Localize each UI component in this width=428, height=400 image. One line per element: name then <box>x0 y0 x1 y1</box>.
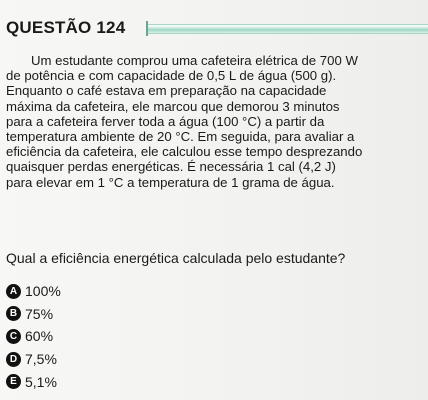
option-text: 100% <box>25 283 61 300</box>
stem-line: para elevar em 1 °C a temperatura de 1 grama de água. <box>6 174 335 190</box>
stem-line: eficiência da cafeteira, ele calculou esse tempo desprezando <box>6 144 363 160</box>
stem-line: Um estudante comprou uma cafeteira elétrica de 700 W <box>31 53 358 68</box>
option-d[interactable] <box>6 348 61 371</box>
option-letter-badge: D <box>6 352 21 367</box>
question-prompt: Qual a eficiência energética calculada pelo estudante? <box>6 250 346 266</box>
option-text: 7,5% <box>25 351 57 368</box>
stem-line: Enquanto o café estava em preparação na capacidade <box>6 83 327 99</box>
stem-line: para a cafeteira ferver toda a água (100 °C) a partir da <box>6 113 325 129</box>
option-c[interactable] <box>6 325 61 348</box>
option-e[interactable] <box>6 370 61 393</box>
option-text: 60% <box>25 328 54 345</box>
option-letter-badge: A <box>6 284 21 299</box>
option-letter-badge: C <box>6 329 21 344</box>
title-rule-decoration <box>146 24 428 34</box>
question-header <box>6 18 428 40</box>
option-letter-badge: B <box>6 306 21 321</box>
stem-line: temperatura ambiente de 20 °C. Em seguida, para avaliar a <box>6 128 355 144</box>
stem-line: máxima da cafeteira, ele marcou que demorou 3 minutos <box>6 98 340 114</box>
option-text: 75% <box>25 305 54 322</box>
question-title: QUESTÃO 124 <box>6 18 126 37</box>
option-b[interactable] <box>6 303 61 326</box>
answer-options <box>6 280 61 393</box>
question-stem <box>6 53 428 190</box>
option-letter-badge: E <box>6 374 21 389</box>
stem-line: quaisquer perdas energéticas. É necessária 1 cal (4,2 J) <box>6 159 336 175</box>
option-a[interactable] <box>6 280 61 303</box>
option-text: 5,1% <box>25 373 57 390</box>
stem-line: de potência e com capacidade de 0,5 L de água (500 g). <box>6 68 337 84</box>
